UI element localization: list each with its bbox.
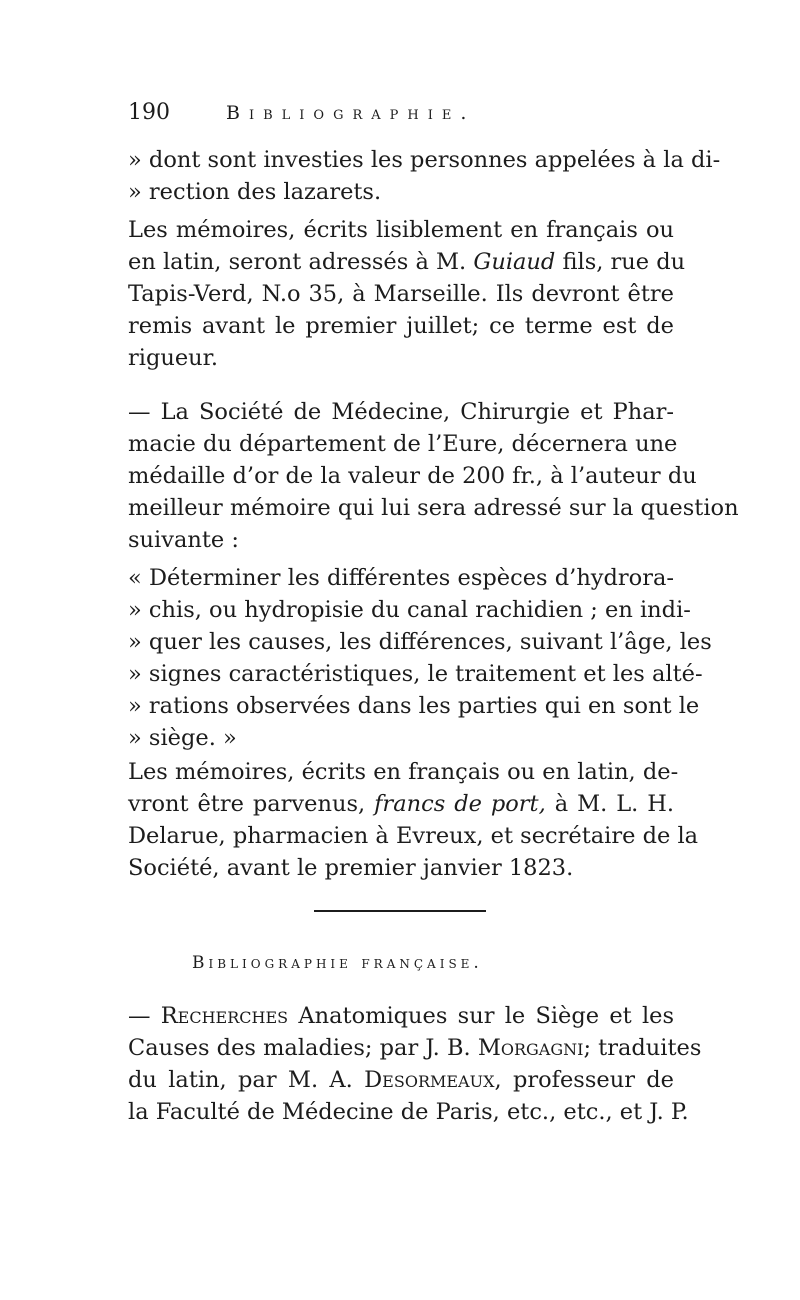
text-line: suivante : bbox=[128, 527, 239, 553]
text-line: Les mémoires, écrits en français ou en latin, de- bbox=[128, 759, 679, 785]
text-line: rigueur. bbox=[128, 345, 219, 371]
text-line: Société, avant le premier janvier 1823. bbox=[128, 855, 574, 881]
text-line bbox=[128, 788, 674, 820]
text-line: — La Société de Médecine, Chirurgie et Phar- bbox=[128, 399, 674, 425]
smallcaps-span: Morgagni bbox=[477, 1035, 584, 1061]
section-divider bbox=[314, 910, 486, 912]
text-span: vront être parvenus, bbox=[128, 791, 366, 817]
text-span: , professeur de bbox=[494, 1067, 674, 1093]
text-line: meilleur mémoire qui lui sera adressé sur la question bbox=[128, 495, 739, 521]
text-line: Delarue, pharmacien à Evreux, et secrétaire de la bbox=[128, 823, 699, 849]
text-line: médaille d’or de la valeur de 200 fr., à l’auteur du bbox=[128, 463, 697, 489]
quote-line: » siège. » bbox=[128, 725, 237, 751]
quote-line: « Déterminer les différentes espèces d’hydrora- bbox=[128, 565, 674, 591]
text-span: Causes des maladies; par J. B. bbox=[128, 1035, 471, 1061]
text-line bbox=[128, 246, 686, 278]
text-line bbox=[128, 1000, 674, 1032]
text-span: Anatomiques sur le Siège et les bbox=[298, 1003, 674, 1029]
text-span: ; traduites bbox=[583, 1035, 702, 1061]
text-span: du latin, par M. A. bbox=[128, 1067, 353, 1093]
running-head bbox=[128, 98, 598, 128]
italic-phrase: francs de port, bbox=[374, 791, 546, 817]
quote-line: » signes caractéristiques, le traitement et les alté- bbox=[128, 661, 703, 687]
quote-line: » quer les causes, les différences, suivant l’âge, les bbox=[128, 629, 712, 655]
text-line: » dont sont investies les personnes appelées à la di- bbox=[128, 147, 721, 173]
text-span: fils, rue du bbox=[562, 249, 686, 275]
text-line: macie du département de l’Eure, décernera une bbox=[128, 431, 678, 457]
quote-line: » rations observées dans les parties qui en sont le bbox=[128, 693, 700, 719]
page-number: 190 bbox=[128, 100, 170, 125]
text-line: remis avant le premier juillet; ce terme est de bbox=[128, 313, 674, 339]
text-line: Les mémoires, écrits lisiblement en français ou bbox=[128, 217, 674, 243]
italic-name: Guiaud bbox=[473, 249, 556, 275]
section-title: Bibliographie française. bbox=[192, 953, 483, 973]
running-title: Bibliographie. bbox=[226, 102, 476, 124]
text-line: » rection des lazarets. bbox=[128, 179, 382, 205]
text-line: la Faculté de Médecine de Paris, etc., etc., et J. P. bbox=[128, 1099, 689, 1125]
smallcaps-span: Desormeaux bbox=[364, 1067, 495, 1093]
text-line bbox=[128, 1064, 674, 1096]
text-span: en latin, seront adressés à M. bbox=[128, 249, 467, 275]
text-span: à M. L. H. bbox=[554, 791, 675, 817]
text-line bbox=[128, 1032, 702, 1064]
quote-line: » chis, ou hydropisie du canal rachidien ; en indi- bbox=[128, 597, 691, 623]
smallcaps-span: — Recherches bbox=[128, 1003, 289, 1029]
text-line: Tapis-Verd, N.o 35, à Marseille. Ils devront être bbox=[128, 281, 674, 307]
